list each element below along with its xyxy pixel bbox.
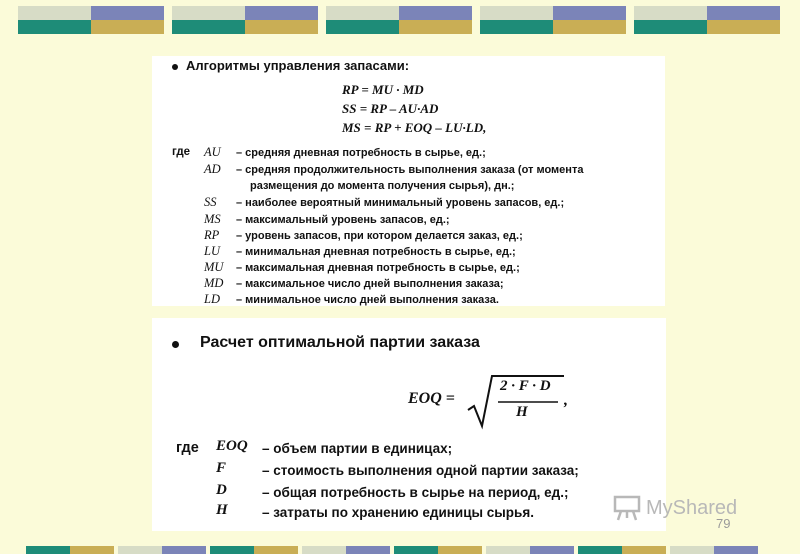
top-bar-4	[480, 6, 626, 34]
def-desc: – стоимость выполнения одной партии заказа;	[262, 463, 579, 478]
section1-heading: Алгоритмы управления запасами:	[186, 58, 410, 73]
bullet-icon	[172, 341, 179, 348]
def-desc: – средняя продолжительность выполнения заказа (от момента	[236, 164, 584, 176]
def-term: RP	[204, 228, 220, 242]
formula-ms: MS = RP + EOQ – LU·LD,	[342, 120, 487, 135]
def-desc: – максимальная дневная потребность в сырье, ед.;	[236, 262, 520, 274]
def-desc: – максимальный уровень запасов, ед.;	[236, 214, 450, 226]
def-desc: – затраты по хранению единицы сырья.	[262, 505, 534, 520]
def-desc-cont: размещения до момента получения сырья), дн.;	[250, 180, 515, 192]
bottom-bar-2	[118, 546, 206, 554]
def-desc: – минимальное число дней выполнения заказа.	[236, 294, 499, 306]
inventory-algorithms-panel	[152, 56, 665, 306]
def-desc: – уровень запасов, при котором делается заказ, ед.;	[236, 230, 523, 242]
def-desc: – минимальная дневная потребность в сырье, ед.;	[236, 246, 516, 258]
bottom-bar-4	[302, 546, 390, 554]
def-term: D	[216, 482, 227, 498]
def-desc: – общая потребность в сырье на период, ед.;	[262, 485, 569, 500]
eoq-formula-lhs: EOQ =	[408, 390, 455, 407]
eoq-formula-comma: ,	[564, 392, 568, 409]
def-desc: – максимальное число дней выполнения заказа;	[236, 278, 504, 290]
where-label: где	[172, 146, 191, 158]
bottom-bar-6	[486, 546, 574, 554]
def-desc: – наиболее вероятный минимальный уровень запасов, ед.;	[236, 197, 565, 209]
bottom-bar-3	[210, 546, 298, 554]
def-term: H	[216, 502, 228, 518]
bullet-icon	[172, 64, 178, 70]
where-label: где	[176, 440, 199, 456]
def-term: LD	[204, 292, 220, 306]
def-term: MS	[204, 212, 221, 226]
def-term: MU	[204, 260, 224, 274]
top-bar-5	[634, 6, 780, 34]
eoq-numerator: 2 · F · D	[500, 378, 551, 394]
def-term: LU	[204, 244, 220, 258]
bottom-bar-8	[670, 546, 758, 554]
section2-heading: Расчет оптимальной партии заказа	[200, 334, 480, 351]
top-bar-3	[326, 6, 472, 34]
watermark-text: MyShared	[646, 496, 738, 519]
formula-ss: SS = RP – AU·AD	[342, 101, 439, 116]
def-term: AU	[204, 145, 221, 159]
top-bar-2	[172, 6, 318, 34]
eoq-panel	[152, 318, 666, 531]
def-term: F	[216, 460, 227, 476]
top-bar-1	[18, 6, 164, 34]
def-term: AD	[204, 162, 221, 176]
def-term: SS	[204, 195, 217, 209]
bottom-bar-5	[394, 546, 482, 554]
def-term: MD	[204, 276, 224, 290]
presentation-board-icon	[612, 494, 642, 522]
def-term: EOQ	[216, 438, 248, 454]
bottom-bar-7	[578, 546, 666, 554]
bottom-bar-1	[26, 546, 114, 554]
def-desc: – объем партии в единицах;	[262, 441, 453, 456]
page-number: 79	[716, 516, 731, 531]
def-desc: – средняя дневная потребность в сырье, ед.;	[236, 147, 486, 159]
eoq-denominator: H	[516, 404, 528, 420]
formula-rp: RP = MU · MD	[342, 82, 424, 97]
